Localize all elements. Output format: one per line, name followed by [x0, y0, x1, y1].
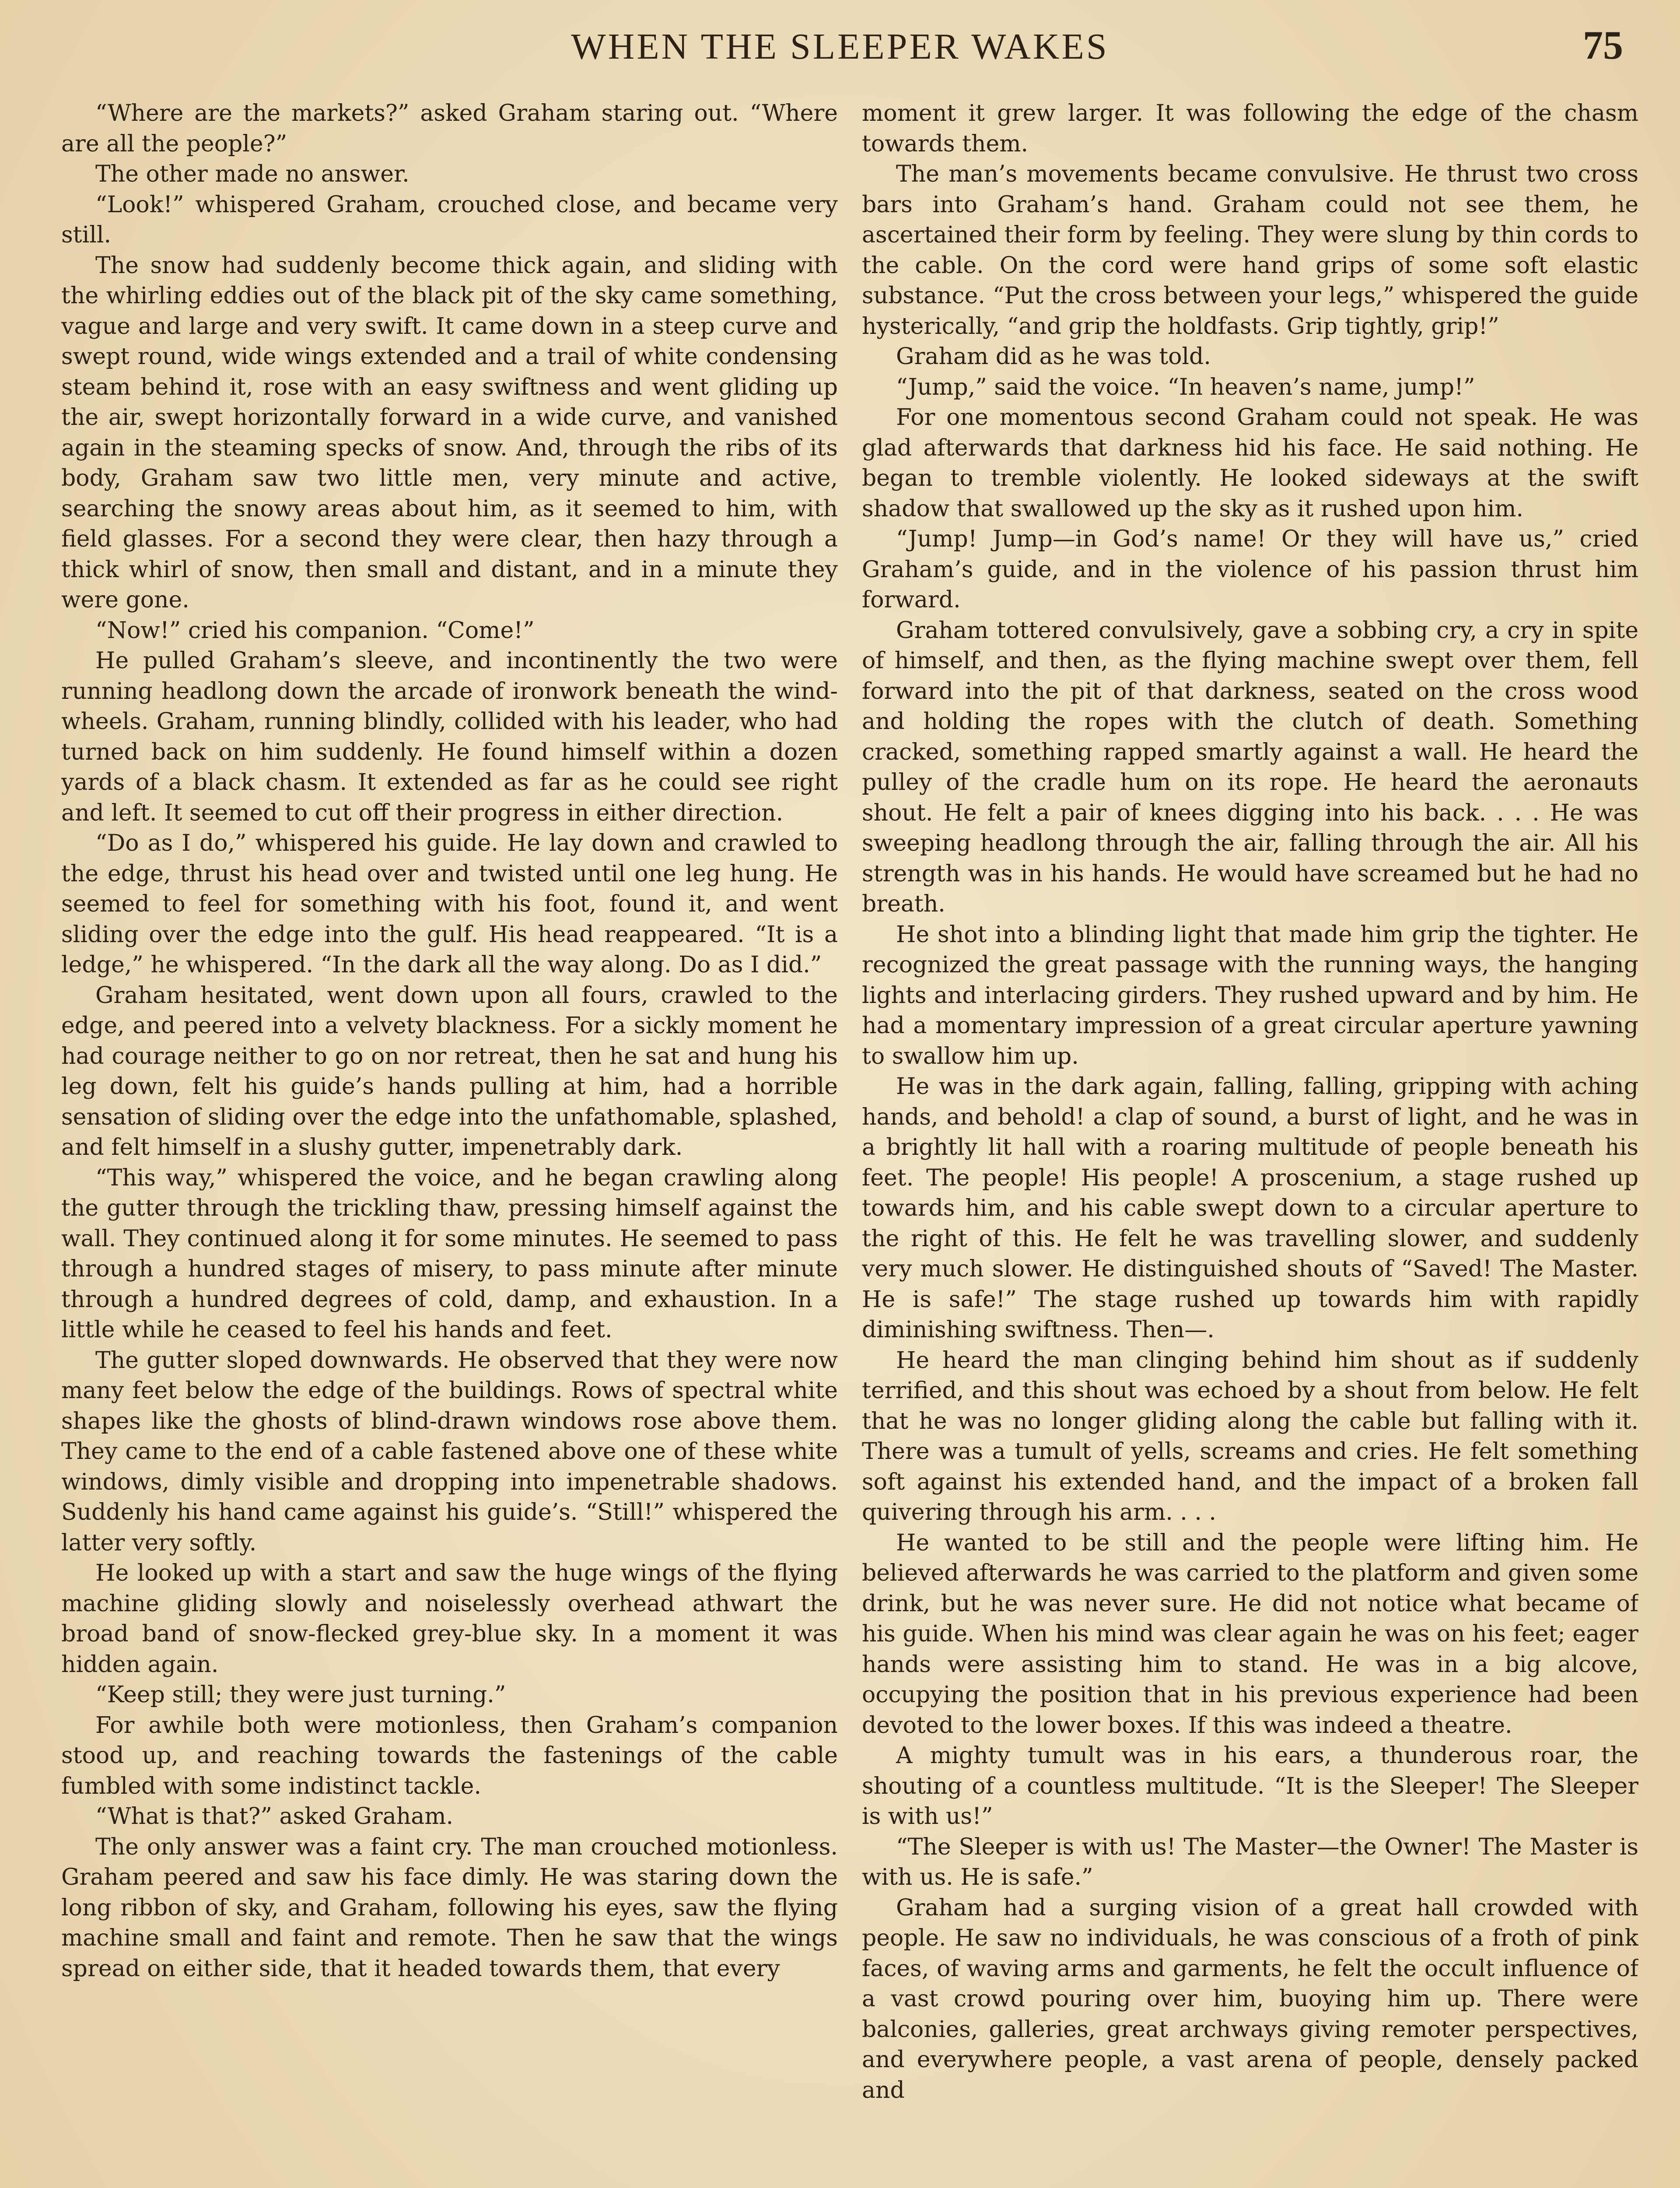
running-title: WHEN THE SLEEPER WAKES	[571, 26, 1109, 67]
paragraph: moment it grew larger. It was following the edge of the chasm towards them.	[862, 100, 1638, 157]
paragraph: For awhile both were motionless, then Graham’s companion stood up, and reaching towards the fastenings of the cable fumbled with some indistinct tackle.	[61, 1712, 838, 1799]
paragraph: A mighty tumult was in his ears, a thunderous roar, the shouting of a countless multitude. “It is the Sleeper! The Sleeper is with us!”	[862, 1743, 1638, 1830]
paragraph: Graham had a surging vision of a great hall crowded with people. He saw no individuals, he was conscious of a froth of pink faces, of waving arms and garments, he felt the occult influence of a vast crowd pouring over him, buoying him up. There were balconies, galleries, great archways giving remoter perspectives, and everywhere people, a vast arena of people, densely packed and	[862, 1894, 1638, 2104]
paragraph: “What is that?” asked Graham.	[95, 1803, 454, 1830]
page-header	[0, 17, 1680, 82]
paragraph: For one momentous second Graham could not speak. He was glad afterwards that darkness hid his face. He said nothing. He began to tremble violently. He looked sideways at the swift shadow that swallowed up the sky as it rushed upon him.	[862, 404, 1638, 522]
paragraph: “Do as I do,” whispered his guide. He lay down and crawled to the edge, thrust his head over and twisted until one leg hung. He seemed to feel for something with his foot, found it, and went sliding over the edge into the gulf. His head reappeared. “It is a ledge,” he whispered. “In the dark all the way along. Do as I did.”	[61, 830, 838, 978]
page-number: 75	[1583, 23, 1623, 67]
paragraph: The only answer was a faint cry. The man crouched motionless. Graham peered and saw his face dimly. He was staring down the long ribbon of sky, and Graham, following his eyes, saw the flying machine small and faint and remote. Then he saw that the wings spread on either side, that it headed towards them, that every	[61, 1834, 838, 1982]
paragraph: Graham did as he was told.	[896, 344, 1211, 370]
paragraph: “Now!” cried his companion. “Come!”	[95, 617, 535, 644]
paragraph: “The Sleeper is with us! The Master—the Owner! The Master is with us. He is safe.”	[862, 1834, 1638, 1890]
paragraph: “Jump,” said the voice. “In heaven’s name, jump!”	[896, 374, 1475, 400]
paragraph: He heard the man clinging behind him shout as if suddenly terrified, and this shout was echoed by a shout from below. He felt that he was no longer gliding along the cable but falling with it. There was a tumult of yells, screams and cries. He felt something soft against his extended hand, and the impact of a broken fall quivering through his arm. . . .	[862, 1347, 1638, 1525]
paragraph: “Look!” whispered Graham, crouched close, and became very still.	[61, 191, 838, 248]
paragraph: He pulled Graham’s sleeve, and incontinently the two were running headlong down the arcade of ironwork beneath the wind-wheels. Graham, running blindly, collided with his leader, who had turned back on him suddenly. He found himself within a dozen yards of a black chasm. It extended as far as he could see right and left. It seemed to cut off their progress in either direction.	[61, 648, 838, 826]
paragraph: He wanted to be still and the people were lifting him. He believed afterwards he was carried to the platform and given some drink, but he was never sure. He did not notice what became of his guide. When his mind was clear again he was on his feet; eager hands were assisting him to stand. He was in a big alcove, occupying the position that in his previous experience had been devoted to the lower boxes. If this was indeed a theatre.	[862, 1529, 1638, 1739]
paragraph: The snow had suddenly become thick again, and sliding with the whirling eddies out of the black pit of the sky came something, vague and large and very swift. It came down in a steep curve and swept round, wide wings extended and a trail of white condensing steam behind it, rose with an easy swiftness and went gliding up the air, swept horizontally forward in a wide curve, and vanished again in the steaming specks of snow. And, through the ribs of its body, Graham saw two little men, very minute and active, searching the snowy areas about him, as it seemed to him, with field glasses. For a second they were clear, then hazy through a thick whirl of snow, then small and distant, and in a minute they were gone.	[61, 252, 838, 613]
paragraph: Graham tottered convulsively, gave a sobbing cry, a cry in spite of himself, and then, as the flying machine swept over them, fell forward into the pit of that darkness, seated on the cross wood and holding the ropes with the clutch of death. Something cracked, something rapped smartly against a wall. He heard the pulley of the cradle hum on its rope. He heard the aeronauts shout. He felt a pair of knees digging into his back. . . . He was sweeping headlong through the air, falling through the air. All his strength was in his hands. He would have screamed but he had no breath.	[862, 617, 1638, 917]
text-column-left	[61, 98, 838, 2188]
paragraph: “Where are the markets?” asked Graham staring out. “Where are all the people?”	[61, 100, 838, 157]
paragraph: “Keep still; they were just turning.”	[95, 1682, 506, 1708]
paragraph: “This way,” whispered the voice, and he began crawling along the gutter through the trickling thaw, pressing himself against the wall. They continued along it for some minutes. He seemed to pass through a hundred stages of misery, to pass minute after minute through a hundred degrees of cold, damp, and exhaustion. In a little while he ceased to feel his hands and feet.	[61, 1164, 838, 1343]
text-column-right	[862, 98, 1638, 2188]
paragraph: The other made no answer.	[95, 161, 410, 187]
paragraph: “Jump! Jump—in God’s name! Or they will have us,” cried Graham’s guide, and in the violence of his passion thrust him forward.	[862, 526, 1638, 613]
paragraph: The man’s movements became convulsive. He thrust two cross bars into Graham’s hand. Graham could not see them, he ascertained their form by feeling. They were slung by thin cords to the cable. On the cord were hand grips of some soft elastic substance. “Put the cross between your legs,” whispered the guide hysterically, “and grip the holdfasts. Grip tightly, grip!”	[862, 161, 1638, 340]
paragraph: He was in the dark again, falling, falling, gripping with aching hands, and behold! a clap of sound, a burst of light, and he was in a brightly lit hall with a roaring multitude of people beneath his feet. The people! His people! A proscenium, a stage rushed up towards him, and his cable swept down to a circular aperture to the right of this. He felt he was travelling slower, and suddenly very much slower. He distinguished shouts of “Saved! The Master. He is safe!” The stage rushed up towards him with rapidly diminishing swiftness. Then—.	[862, 1073, 1638, 1343]
paragraph: He shot into a blinding light that made him grip the tighter. He recognized the great passage with the running ways, the hanging lights and interlacing girders. They rushed upward and by him. He had a momentary impression of a great circular aperture yawning to swallow him up.	[862, 921, 1638, 1069]
paragraph: The gutter sloped downwards. He observed that they were now many feet below the edge of the buildings. Rows of spectral white shapes like the ghosts of blind-drawn windows rose above them. They came to the end of a cable fastened above one of these white windows, dimly visible and dropping into impenetrable shadows. Suddenly his hand came against his guide’s. “Still!” whispered the latter very softly.	[61, 1347, 838, 1556]
paragraph: Graham hesitated, went down upon all fours, crawled to the edge, and peered into a velvety blackness. For a sickly moment he had courage neither to go on nor retreat, then he sat and hung his leg down, felt his guide’s hands pulling at him, had a horrible sensation of sliding over the edge into the unfathomable, splashed, and felt himself in a slushy gutter, impenetrably dark.	[61, 982, 838, 1161]
paragraph: He looked up with a start and saw the huge wings of the flying machine gliding slowly and noiselessly overhead athwart the broad band of snow-flecked grey-blue sky. In a moment it was hidden again.	[61, 1560, 838, 1678]
